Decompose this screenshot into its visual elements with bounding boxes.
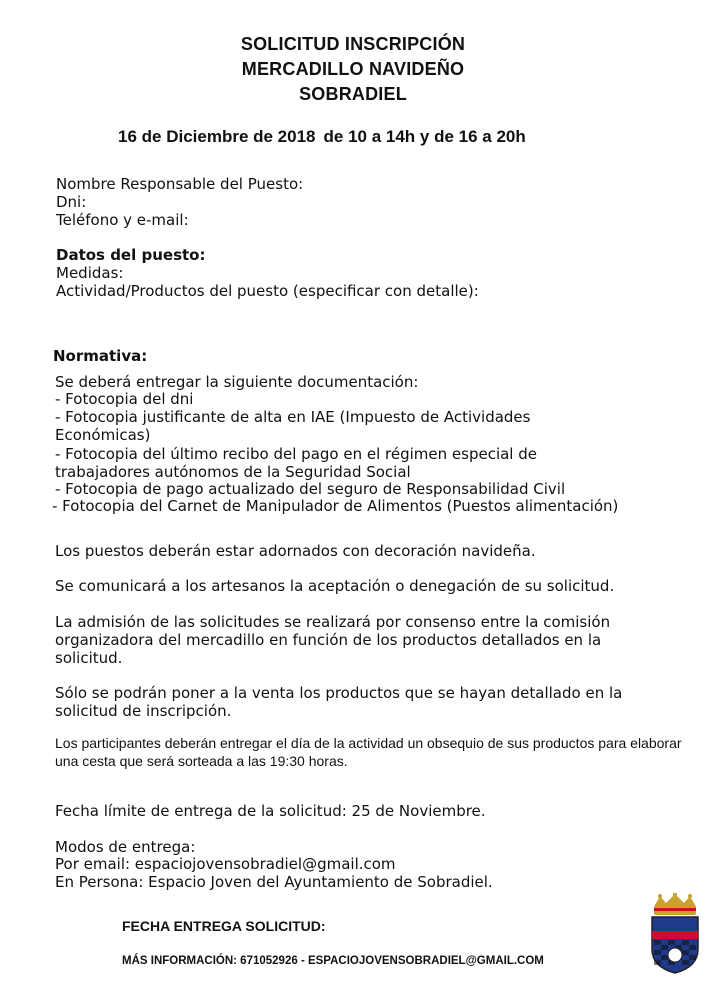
event-hours: de 10 a 14h y de 16 a 20h <box>323 127 526 146</box>
normativa-item: Económicas) <box>55 426 151 444</box>
event-date-line <box>118 127 526 147</box>
normativa-heading: Normativa: <box>53 347 148 365</box>
title-line-1: SOLICITUD INSCRIPCIÓN <box>240 34 466 54</box>
field-actividad: Actividad/Productos del puesto (especificar con detalle): <box>56 282 479 300</box>
paragraph-decoracion: Los puestos deberán estar adornados con decoración navideña. <box>55 542 536 560</box>
paragraph-comunicacion: Se comunicará a los artesanos la aceptación o denegación de su solicitud. <box>55 577 615 595</box>
title-line-3: SOBRADIEL <box>299 84 407 104</box>
normativa-item: - Fotocopia del dni <box>55 390 194 408</box>
normativa-item: trabajadores autónomos de la Seguridad Social <box>55 463 411 481</box>
field-dni: Dni: <box>56 193 87 211</box>
fecha-limite: Fecha límite de entrega de la solicitud: 25 de Noviembre. <box>55 802 486 820</box>
entrega-persona: En Persona: Espacio Joven del Ayuntamiento de Sobradiel. <box>55 873 493 891</box>
entrega-heading: Modos de entrega: <box>55 838 196 856</box>
normativa-item: - Fotocopia del último recibo del pago en el régimen especial de <box>55 445 537 463</box>
paragraph-venta: Sólo se podrán poner a la venta los productos que se hayan detallado en la solicitud de inscripción. <box>55 684 623 720</box>
fecha-entrega-label: FECHA ENTREGA SOLICITUD: <box>122 918 326 934</box>
normativa-item: - Fotocopia de pago actualizado del seguro de Responsabilidad Civil <box>55 480 566 498</box>
municipal-coat-of-arms-icon <box>646 893 704 979</box>
event-date: 16 de Diciembre de 2018 <box>118 127 316 146</box>
field-medidas: Medidas: <box>56 264 124 282</box>
paragraph-obsequio: Los participantes deberán entregar el día de la actividad un obsequio de sus productos para elaborar una cesta que será sorteada a las 19:30 horas. <box>55 735 682 769</box>
entrega-email: Por email: espaciojovensobradiel@gmail.com <box>55 855 396 873</box>
datos-heading: Datos del puesto: <box>56 246 206 264</box>
normativa-intro: Se deberá entregar la siguiente documentación: <box>55 373 419 391</box>
normativa-item: - Fotocopia justificante de alta en IAE (Impuesto de Actividades <box>55 408 531 426</box>
paragraph-admision: La admisión de las solicitudes se realizará por consenso entre la comisión organizadora del mercadillo en función de los productos detallados en la solicitud. <box>55 613 611 667</box>
title-line-2: MERCADILLO NAVIDEÑO <box>241 59 465 79</box>
field-responsable: Nombre Responsable del Puesto: <box>56 175 304 193</box>
field-contacto: Teléfono y e-mail: <box>56 211 189 229</box>
normativa-item: - Fotocopia del Carnet de Manipulador de Alimentos (Puestos alimentación) <box>52 497 619 515</box>
mas-informacion: MÁS INFORMACIÓN: 671052926 - ESPACIOJOVENSOBRADIEL@GMAIL.COM <box>122 955 544 967</box>
